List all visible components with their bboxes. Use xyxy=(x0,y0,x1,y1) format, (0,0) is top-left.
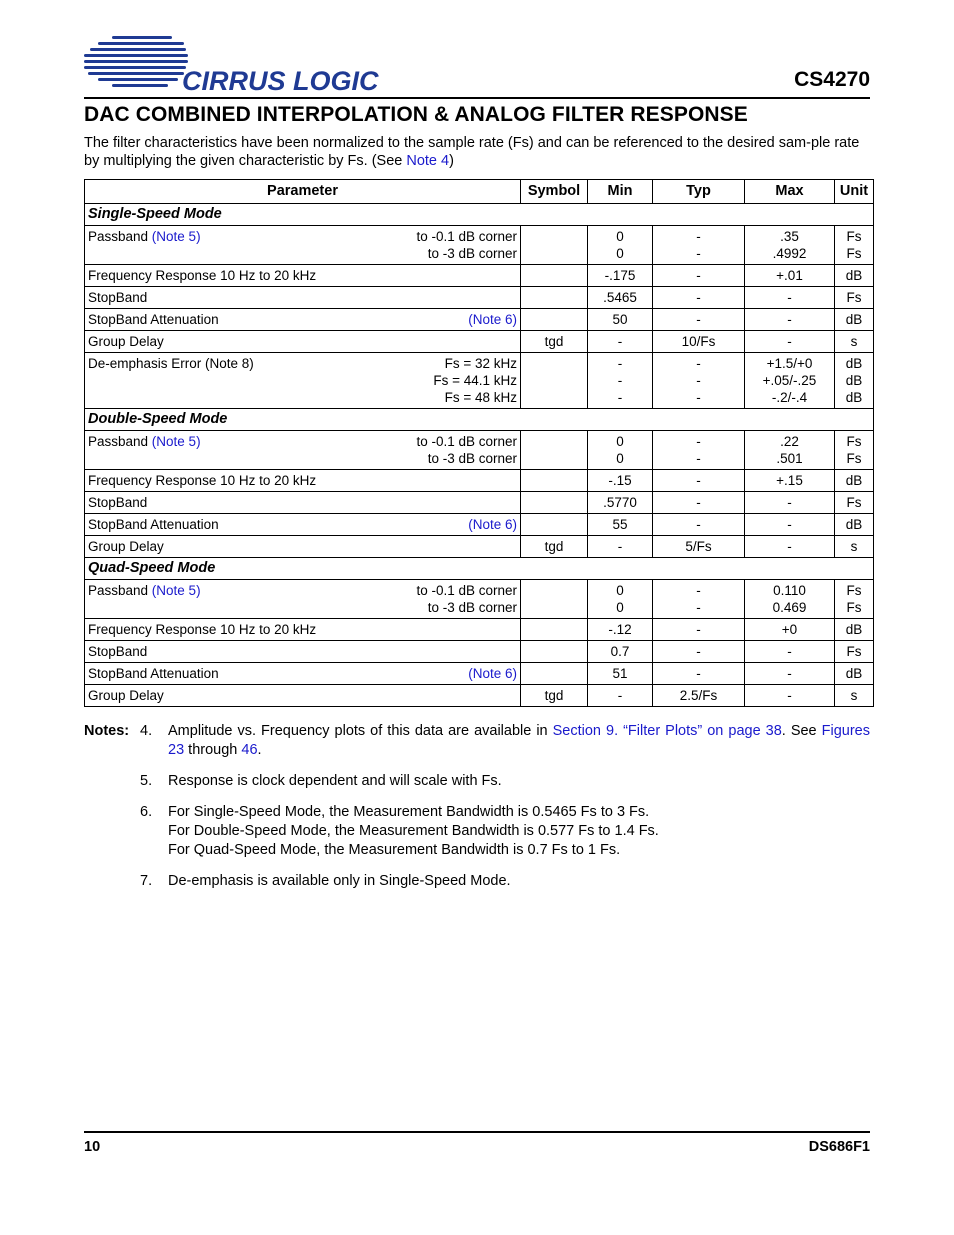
svg-text:CIRRUS LOGIC: CIRRUS LOGIC xyxy=(182,66,379,96)
table-row: Frequency Response 10 Hz to 20 kHz -.15 - +.15 dB xyxy=(85,470,874,492)
note-5-link[interactable]: (Note 5) xyxy=(151,434,201,449)
footer-rule xyxy=(84,1131,870,1133)
table-row: Passband (Note 5) to -0.1 dB corner to -3 dB corner 0 0 - - 0.110 0.469 Fs Fs xyxy=(85,580,874,619)
table-row: Group Delay tgd - 5/Fs - s xyxy=(85,536,874,558)
table-row: Group Delay tgd - 10/Fs - s xyxy=(85,331,874,353)
table-row: Frequency Response 10 Hz to 20 kHz -.175 - +.01 dB xyxy=(85,265,874,287)
intro-paragraph: The filter characteristics have been normalized to the sample rate (Fs) and can be referenced to the desired sam-ple rate by multiplying the given characteristic by Fs. (See Note 4) xyxy=(84,135,860,169)
document-id: DS686F1 xyxy=(808,1139,870,1155)
mode-heading: Single-Speed Mode xyxy=(85,204,874,226)
note-5-link[interactable]: (Note 5) xyxy=(151,229,201,244)
figure-46-link[interactable]: 46 xyxy=(241,742,258,758)
col-header: Parameter xyxy=(85,180,521,204)
note-6-link[interactable]: (Note 6) xyxy=(468,517,517,532)
figures-23-link[interactable]: Figures 23 xyxy=(168,723,870,758)
col-header: Unit xyxy=(835,180,874,204)
col-header: Max xyxy=(745,180,835,204)
section-title: DAC COMBINED INTERPOLATION & ANALOG FILTER RESPONSE xyxy=(84,103,748,126)
note-5: 5. Response is clock dependent and will scale with Fs. xyxy=(140,773,502,789)
cirrus-logic-logo xyxy=(84,34,379,96)
table-row: Frequency Response 10 Hz to 20 kHz -.12 - +0 dB xyxy=(85,619,874,641)
table-row: StopBand 0.7 - - Fs xyxy=(85,641,874,663)
note-4-link[interactable]: Note 4 xyxy=(406,153,450,169)
col-header: Symbol xyxy=(521,180,588,204)
header-rule xyxy=(84,97,870,99)
filter-response-table xyxy=(84,179,874,707)
page-number: 10 xyxy=(84,1139,101,1155)
table-row: StopBand Attenuation (Note 6) 51 - - dB xyxy=(85,663,874,685)
notes-section xyxy=(84,722,870,903)
part-number: CS4270 xyxy=(794,68,870,91)
table-row: Passband (Note 5) to -0.1 dB corner to -3 dB corner 0 0 - - .22 .501 Fs Fs xyxy=(85,431,874,470)
col-header: Typ xyxy=(653,180,745,204)
note-4: Notes: 4. Amplitude vs. Frequency plots of this data are available in Section 9. “Filter Plots” on page 38. See Figures 23 through 46. xyxy=(84,723,870,758)
note-6: 6. For Single-Speed Mode, the Measurement Bandwidth is 0.5465 Fs to 3 Fs. For Double-Speed Mode, the Measurement Bandwidth is 0.577 Fs to 1.4 Fs. For Quad-Speed Mode, the Measurement Bandwidth is 0.7 Fs to 1 Fs. xyxy=(140,804,659,858)
table-row: De-emphasis Error (Note 8) Fs = 32 kHz Fs = 44.1 kHz Fs = 48 kHz - - - - - - +1.5/+0 +.05/-.25 -.2/-.4 dB dB dB xyxy=(85,353,874,409)
mode-heading: Quad-Speed Mode xyxy=(85,558,874,580)
table-row: StopBand .5770 - - Fs xyxy=(85,492,874,514)
table-row: Group Delay tgd - 2.5/Fs - s xyxy=(85,685,874,707)
note-5-link[interactable]: (Note 5) xyxy=(151,583,201,598)
note-6-link[interactable]: (Note 6) xyxy=(468,666,517,681)
table-row: StopBand .5465 - - Fs xyxy=(85,287,874,309)
table-header-row xyxy=(85,180,874,204)
note-6-link[interactable]: (Note 6) xyxy=(468,312,517,327)
table-row: StopBand Attenuation (Note 6) 55 - - dB xyxy=(85,514,874,536)
col-header: Min xyxy=(588,180,653,204)
table-row: Passband (Note 5) to -0.1 dB corner to -3 dB corner 0 0 - - .35 .4992 Fs Fs xyxy=(85,226,874,265)
section-9-link[interactable]: Section 9. “Filter Plots” on page 38 xyxy=(552,723,782,739)
table-row: StopBand Attenuation (Note 6) 50 - - dB xyxy=(85,309,874,331)
mode-heading: Double-Speed Mode xyxy=(85,409,874,431)
note-7: 7. De-emphasis is available only in Single-Speed Mode. xyxy=(140,873,511,889)
